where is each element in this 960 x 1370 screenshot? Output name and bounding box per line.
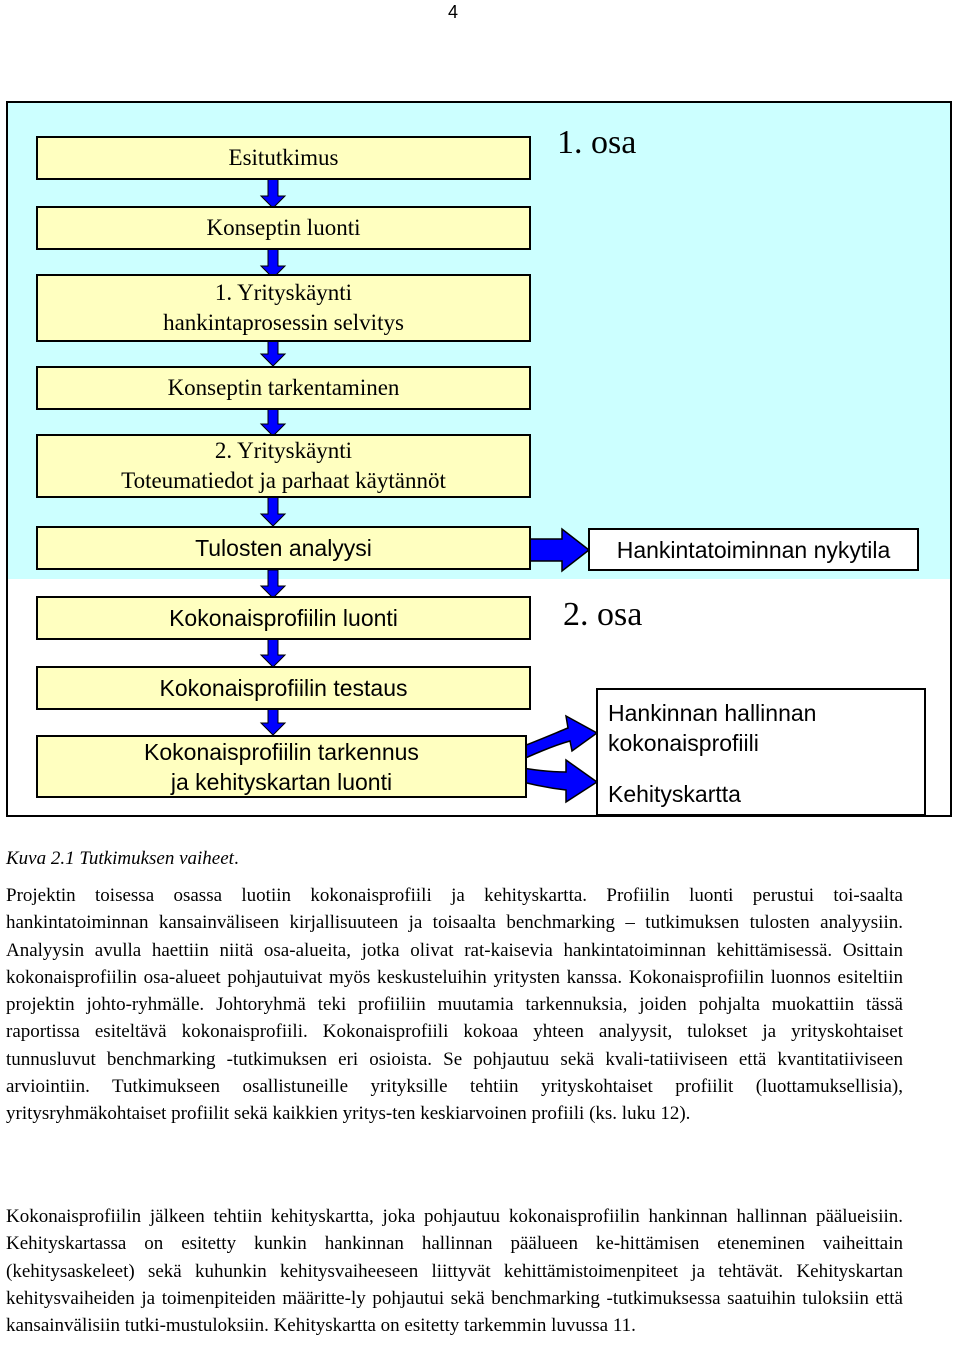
part-two-label: 2. osa <box>563 596 643 633</box>
down-arrow <box>261 497 285 526</box>
step-label: Konseptin luonti <box>206 215 361 240</box>
profile-label: Hankinnan hallinnan kokonaisprofiili <box>608 700 817 756</box>
step-box-1 <box>36 136 531 180</box>
down-arrow <box>261 570 285 598</box>
page-number: 4 <box>448 2 459 22</box>
down-arrow <box>261 178 285 208</box>
step-box-7 <box>36 596 531 640</box>
step-label: Konseptin tarkentaminen <box>167 375 400 400</box>
down-arrow <box>261 341 285 366</box>
step-label: Tulosten analyysi <box>195 535 372 561</box>
part-one-label: 1. osa <box>557 124 637 161</box>
down-arrow <box>261 639 285 667</box>
caption-period: . <box>233 848 239 869</box>
down-arrow <box>261 409 285 436</box>
current-state-label: Hankintatoiminnan nykytila <box>616 536 891 563</box>
step-box-9 <box>36 735 527 798</box>
body-paragraph-2: Kokonaisprofiilin jälkeen tehtiin kehityskartta, joka pohjautuu kokonaisprofiilin hankinnan hallinnan päälueisiin. Kehityskartassa on esitetty kunkin hankinnan hallinnan päälueen ke-hittämisen eteneminen vaiheittain (kehitysaskeleet) sekä kuhunkin kehitysvaiheeseen liittyvät kehittämistoimenpiteet ja tehtävät. Kehityskartan kehitysvaiheiden ja toimenpiteiden määritte-ly pohjautui sekä benchmarking -tutkimuksessa saatuihin tuloksiin että kansainvälisiin tutki-mustuloksiin. Kehityskartta on esitetty tarkemmin luvussa 11. <box>6 1206 903 1337</box>
caption-text: Kuva 2.1 Tutkimuksen vaiheet <box>6 848 234 869</box>
step-label: Kokonaisprofiilin testaus <box>159 675 408 701</box>
step-label: Esitutkimus <box>228 145 339 170</box>
roadmap-label: Kehityskartta <box>608 781 741 807</box>
step-label: Kokonaisprofiilin luonti <box>169 605 398 631</box>
current-state-box <box>588 528 919 571</box>
body-paragraph-1: Projektin toisessa osassa luotiin kokonaisprofiili ja kehityskartta. Profiilin luonti perustui toi-saalta hankintatoiminnan kansainväliseen kirjallisuuteen ja toisaalta benchmarking – tutkimuksen tulosten analyysiin. Analyysin avulla haettiin niitä osa-alueita, jotka olivat rat-kaisevia hankintatoiminnan kehittämisessä. Osittain kokonaisprofiilin osa-alueet pohjautuivat myös keskusteluihin yritysten kanssa. Kokonaisprofiilin luonnos esiteltiin projektin johto-ryhmälle. Johtoryhmä teki profiiliin muutamia tarkennuksia, joiden pohjalta muokattiin tässä raportissa esiteltävä kokonaisprofiili. Kokonaisprofiili kokoaa yhteen analyysit, tulokset ja yrityskohtaiset tunnusluvut benchmarking -tutkimuksen eri osioista. Se pohjautuu sekä kvali-tatiiviseen että kvantitatiiviseen arviointiin. Tutkimukseen osallistuneille yrityksille tehtiin yrityskohtaiset profiilit (luottamuksellisia), yritysryhmäkohtaiset profiilit sekä kaikkien yritys-ten keskiarvoinen profiili (ks. luku 12). <box>6 885 903 1125</box>
step-box-8 <box>36 666 531 710</box>
step-box-5 <box>36 434 531 498</box>
profile-roadmap-box <box>596 688 926 816</box>
step-box-6 <box>36 526 531 570</box>
step-box-2 <box>36 206 531 250</box>
step-label: Kokonaisprofiilin tarkennus ja kehityskartan luonti <box>144 738 419 795</box>
down-arrow <box>261 709 285 735</box>
step-label: 1. Yrityskäynti hankintaprosessin selvitys <box>163 280 404 335</box>
step-box-4 <box>36 366 531 410</box>
step-box-3 <box>36 274 531 342</box>
figure-caption <box>6 848 239 870</box>
step-label: 2. Yrityskäynti Toteumatiedot ja parhaat käytännöt <box>121 438 446 493</box>
